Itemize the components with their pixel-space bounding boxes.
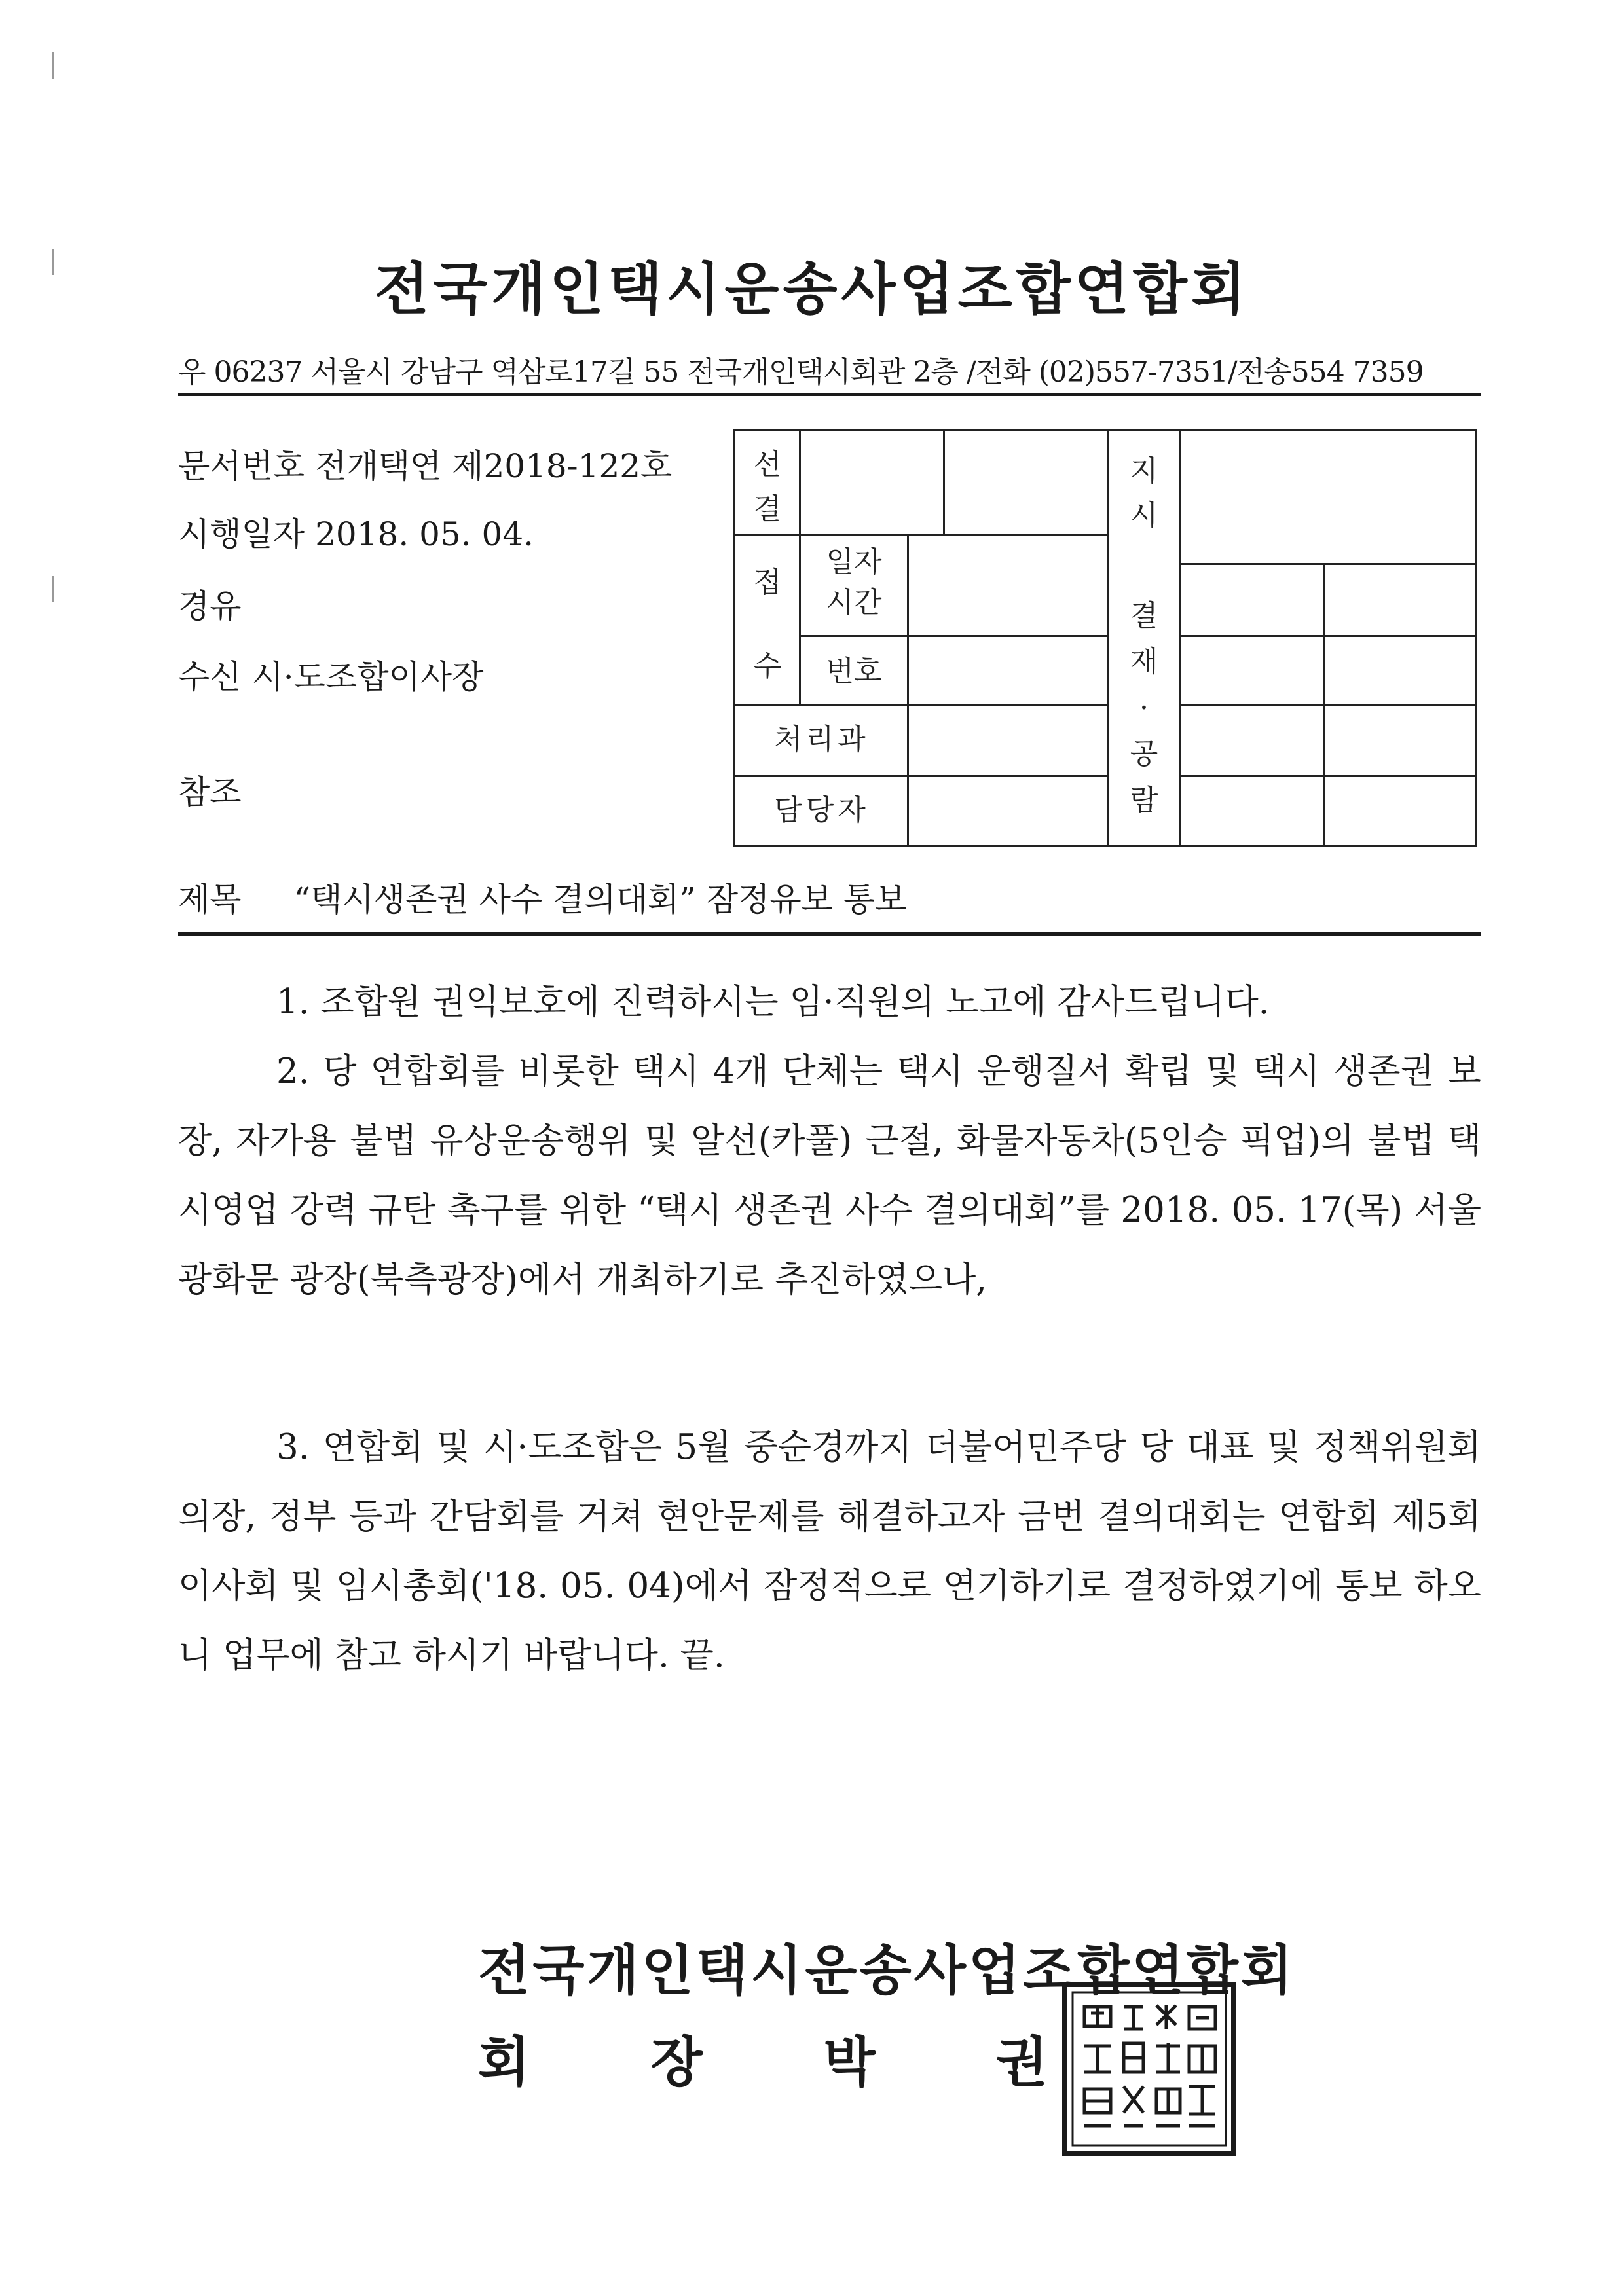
su-label: 수 — [753, 649, 782, 683]
number-label: 번호 — [826, 655, 882, 688]
title-char: 박 — [823, 2032, 876, 2094]
subject-line — [178, 873, 906, 920]
margin-mark — [52, 52, 54, 79]
seon-label: 선 — [753, 448, 782, 481]
body-paragraph-1: 1. 조합원 권익보호에 진력하시는 임·직원의 노고에 감사드립니다. — [276, 982, 1270, 1022]
gyeoljae-label-2: 재 — [1130, 645, 1158, 679]
via-field: 경유 — [178, 587, 242, 625]
gonglam-label-2: 람 — [1130, 783, 1158, 817]
time-label: 시간 — [826, 585, 882, 619]
jeop-label: 접 — [753, 566, 782, 599]
subject-label: 제목 — [178, 881, 242, 919]
signature-title-name — [478, 2020, 1048, 2096]
gonglam-label-1: 공 — [1130, 737, 1158, 771]
title-char: 회 — [478, 2032, 530, 2094]
document-number: 문서번호 전개택연 제2018-122호 — [178, 447, 673, 485]
title-char: 장 — [650, 2032, 703, 2094]
jisi-label-2: 시 — [1130, 499, 1158, 533]
title-char: 권 — [995, 2032, 1048, 2094]
reference-field: 참조 — [178, 773, 242, 811]
execution-date: 시행일자 2018. 05. 04. — [178, 515, 534, 553]
recipient-field: 수신 시·도조합이사장 — [178, 658, 484, 696]
jisi-label-1: 지 — [1130, 454, 1158, 488]
body-paragraph-2: 2. 당 연합회를 비롯한 택시 4개 단체는 택시 운행질서 확립 및 택시 생존권 보장, 자가용 불법 유상운송행위 및 알선(카풀) 근절, 화물자동차(5인승 픽업)의 불법 택시영업 강력 규탄 촉구를 위한 “택시 생존권 사수 결의대회”를 2018. 05. 17(목) 서울 광화문 광장(북측광장)에서 개최하기로 추진하였으나, — [178, 1051, 1481, 1300]
body-paragraph-3: 3. 연합회 및 시·도조합은 5월 중순경까지 더불어민주당 당 대표 및 정책위원회의장, 정부 등과 간담회를 거쳐 현안문제를 해결하고자 금번 결의대회는 연합회 제5회 이사회 및 임시총회('18. 05. 04)에서 잠정적으로 연기하기로 결정하였기에 통보 하오니 업무에 참고 하시기 바랍니다. 끝. — [178, 1427, 1481, 1675]
header-rule — [178, 393, 1481, 396]
organization-header: 전국개인택시운송사업조합연합회 — [374, 257, 1250, 322]
signature-organization: 전국개인택시운송사업조합연합회 — [478, 1940, 1296, 2002]
official-seal — [1061, 1980, 1238, 2157]
subject-text: “택시생존권 사수 결의대회” 잠정유보 통보 — [293, 881, 907, 919]
margin-mark — [52, 576, 54, 602]
dept-label: 처리과 — [774, 723, 870, 756]
gyeol-label: 결 — [753, 492, 782, 526]
gyeoljae-label-1: 결 — [1130, 599, 1158, 632]
address-line: 우 06237 서울시 강남구 역삼로17길 55 전국개인택시회관 2층 /전화 (02)557-7351/전송554 7359 — [178, 355, 1424, 389]
date-label: 일자 — [826, 545, 882, 579]
gyeoljae-dot: · — [1139, 691, 1149, 725]
subject-rule — [178, 932, 1481, 936]
manager-label: 담당자 — [774, 793, 870, 827]
